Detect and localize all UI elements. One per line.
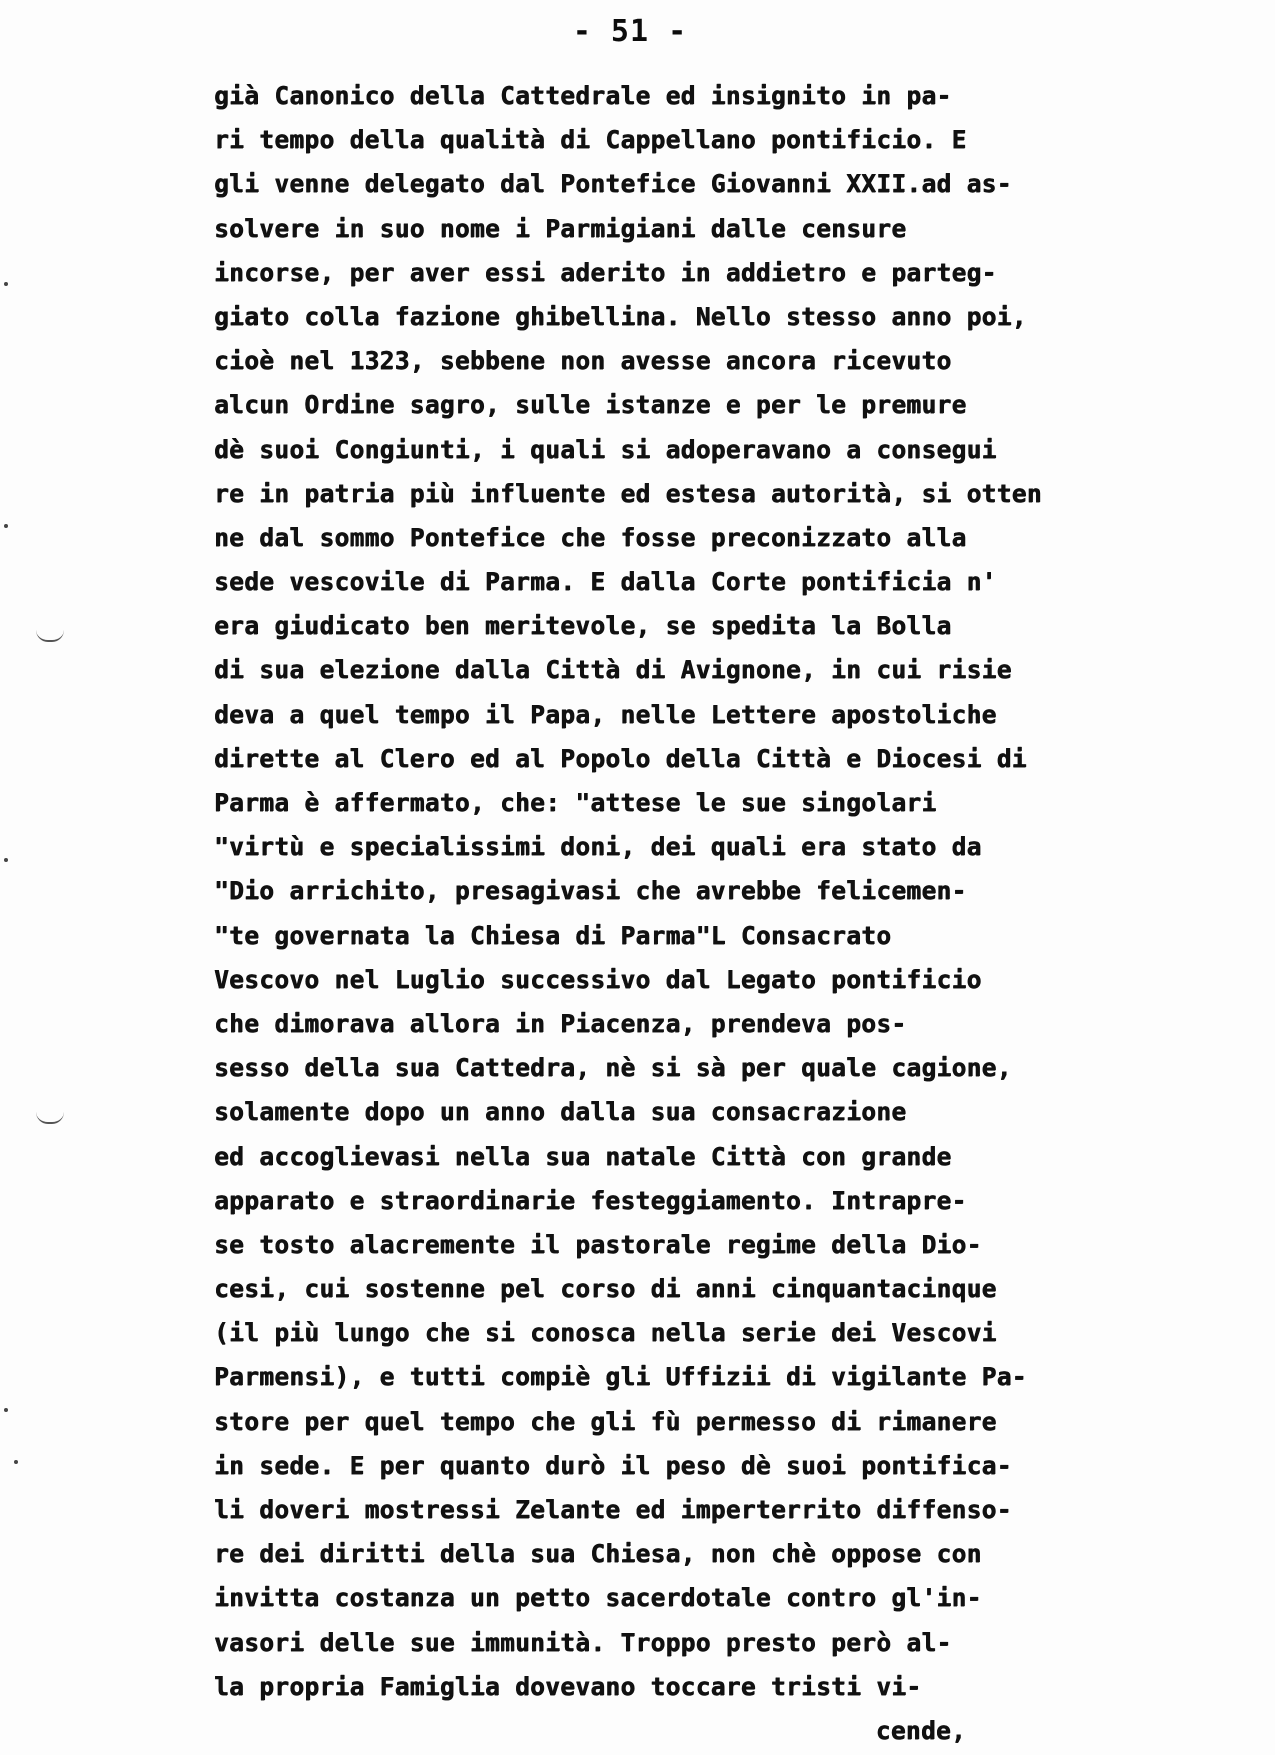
- margin-dot-mark: [14, 1460, 18, 1464]
- text-line: Parmensi), e tutti compiè gli Uffizii di vigilante Pa-: [214, 1362, 1027, 1392]
- text-line: solamente dopo un anno dalla sua consacrazione: [214, 1097, 907, 1127]
- text-line: re in patria più influente ed estesa autorità, si otten: [214, 478, 1042, 508]
- text-line: Vescovo nel Luglio successivo dal Legato pontificio: [214, 964, 982, 994]
- page-number: - 51 -: [572, 14, 688, 49]
- text-line: cende,: [875, 1715, 966, 1745]
- text-line: cesi, cui sostenne pel corso di anni cinquantacinque: [214, 1274, 997, 1304]
- text-line: "virtù e specialissimi doni, dei quali era stato da: [214, 832, 982, 862]
- text-line: alcun Ordine sagro, sulle istanze e per le premure: [214, 390, 967, 420]
- text-line: dè suoi Congiunti, i quali si adoperavano a consegui: [214, 434, 997, 464]
- margin-dash-mark: [36, 1112, 64, 1124]
- text-line: "Dio arrichito, presagivasi che avrebbe felicemen-: [214, 876, 967, 906]
- text-line: Parma è affermato, che: "attese le sue singolari: [214, 788, 937, 817]
- text-line: store per quel tempo che gli fù permesso di rimanere: [214, 1406, 997, 1436]
- text-line: sesso della sua Cattedra, nè si sà per quale cagione,: [214, 1053, 1012, 1083]
- margin-dot-mark: [4, 1408, 8, 1412]
- text-line: in sede. E per quanto durò il peso dè suoi pontifica-: [214, 1450, 1012, 1480]
- text-line: già Canonico della Cattedrale ed insignito in pa-: [214, 81, 952, 110]
- margin-dot-mark: [4, 282, 8, 286]
- text-line: "te governata la Chiesa di Parma"L Consacrato: [214, 920, 892, 950]
- margin-dot-mark: [4, 858, 8, 862]
- text-line: ed accoglievasi nella sua natale Città con grande: [214, 1141, 952, 1171]
- text-line: ne dal sommo Pontefice che fosse preconizzato alla: [214, 522, 967, 552]
- text-line: solvere in suo nome i Parmigiani dalle censure: [214, 213, 907, 243]
- text-line: dirette al Clero ed al Popolo della Città e Diocesi di: [214, 743, 1027, 773]
- text-line: re dei diritti della sua Chiesa, non chè oppose con: [214, 1539, 982, 1569]
- text-line: li doveri mostressi Zelante ed imperterrito diffenso-: [214, 1495, 1012, 1524]
- text-line: invitta costanza un petto sacerdotale contro gl'in-: [214, 1583, 982, 1613]
- margin-dot-mark: [4, 524, 8, 528]
- text-line: di sua elezione dalla Città di Avignone, in cui risie: [214, 655, 1012, 685]
- text-line: deva a quel tempo il Papa, nelle Lettere apostoliche: [214, 699, 997, 729]
- margin-dash-mark: [36, 630, 64, 642]
- text-line: che dimorava allora in Piacenza, prendeva pos-: [214, 1008, 907, 1038]
- text-line: cioè nel 1323, sebbene non avesse ancora ricevuto: [214, 346, 952, 376]
- text-line: giato colla fazione ghibellina. Nello stesso anno poi,: [214, 301, 1027, 331]
- text-line: (il più lungo che si conosca nella serie dei Vescovi: [214, 1318, 997, 1348]
- text-line: vasori delle sue immunità. Troppo presto però al-: [214, 1627, 952, 1657]
- text-line: ri tempo della qualità di Cappellano pontificio. E: [214, 125, 967, 155]
- text-line: era giudicato ben meritevole, se spedita la Bolla: [214, 611, 952, 641]
- text-line: la propria Famiglia dovevano toccare tristi vi-: [214, 1671, 922, 1701]
- text-line: sede vescovile di Parma. E dalla Corte pontificia n': [214, 567, 997, 597]
- text-line: incorse, per aver essi aderito in addietro e parteg-: [214, 257, 997, 287]
- body-text: [214, 74, 1214, 1753]
- text-line: se tosto alacremente il pastorale regime della Dio-: [214, 1229, 982, 1259]
- text-line: gli venne delegato dal Pontefice Giovanni XXII.ad as-: [214, 169, 1012, 199]
- text-line: apparato e straordinarie festeggiamento. Intrapre-: [214, 1185, 967, 1215]
